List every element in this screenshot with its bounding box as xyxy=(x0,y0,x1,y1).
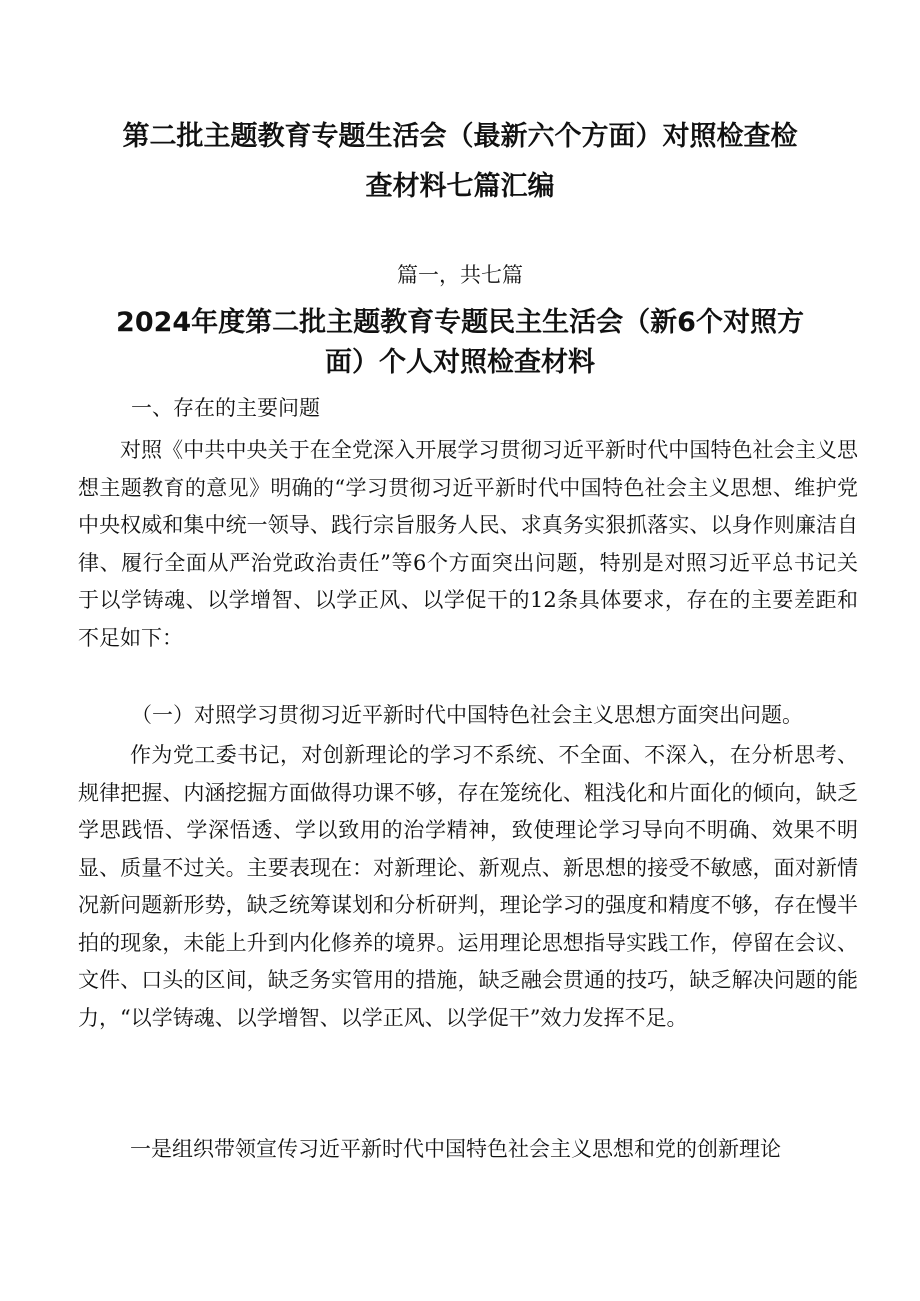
section-label: 篇一，共七篇 xyxy=(397,263,523,287)
section-title-line-1: 2024年度第二批主题教育专题民主生活会（新6个对照方 xyxy=(116,307,804,338)
section-title-line-2: 面）个人对照检查材料 xyxy=(325,347,595,378)
heading-subsection-1: （一）对照学习贯彻习近平新时代中国特色社会主义思想方面突出问题。 xyxy=(131,703,803,727)
paragraph-point-1: 一是组织带领宣传习近平新时代中国特色社会主义思想和党的创新理论 xyxy=(130,1137,781,1161)
paragraph-subsection-1: 作为党工委书记，对创新理论的学习不系统、不全面、不深入，在分析思考、规律把握、内涵挖掘方面做得功课不够，存在笼统化、粗浅化和片面化的倾向，缺乏学思践悟、学深悟透、学以致用的治学精神，致使理论学习导向不明确、效果不明显、质量不过关。主要表现在：对新理论、新观点、新思想的接受不敏感，面对新情况新问题新形势，缺乏统筹谋划和分析研判，理论学习的强度和精度不够，存在慢半拍的现象，未能上升到内化修养的境界。运用理论思想指导实践工作，停留在会议、文件、口头的区间，缺乏务实管用的措施，缺乏融会贯通的技巧，缺乏解决问题的能力，“以学铸魂、以学增智、以学正风、以学促干”效力发挥不足。 xyxy=(78,743,858,1030)
paragraph-intro: 对照《中共中央关于在全党深入开展学习贯彻习近平新时代中国特色社会主义思想主题教育的意见》明确的“学习贯彻习近平新时代中国特色社会主义思想、维护党中央权威和集中统一领导、践行宗旨服务人民、求真务实狠抓落实、以身作则廉洁自律、履行全面从严治党政治责任”等6个方面突出问题，特别是对照习近平总书记关于以学铸魂、以学增智、以学正风、以学促干的12条具体要求，存在的主要差距和不足如下： xyxy=(78,438,858,650)
document-title-line-1: 第二批主题教育专题生活会（最新六个方面）对照检查检 xyxy=(122,121,798,152)
heading-main-problems: 一、存在的主要问题 xyxy=(131,396,320,420)
document-title-line-2: 查材料七篇汇编 xyxy=(365,171,555,202)
